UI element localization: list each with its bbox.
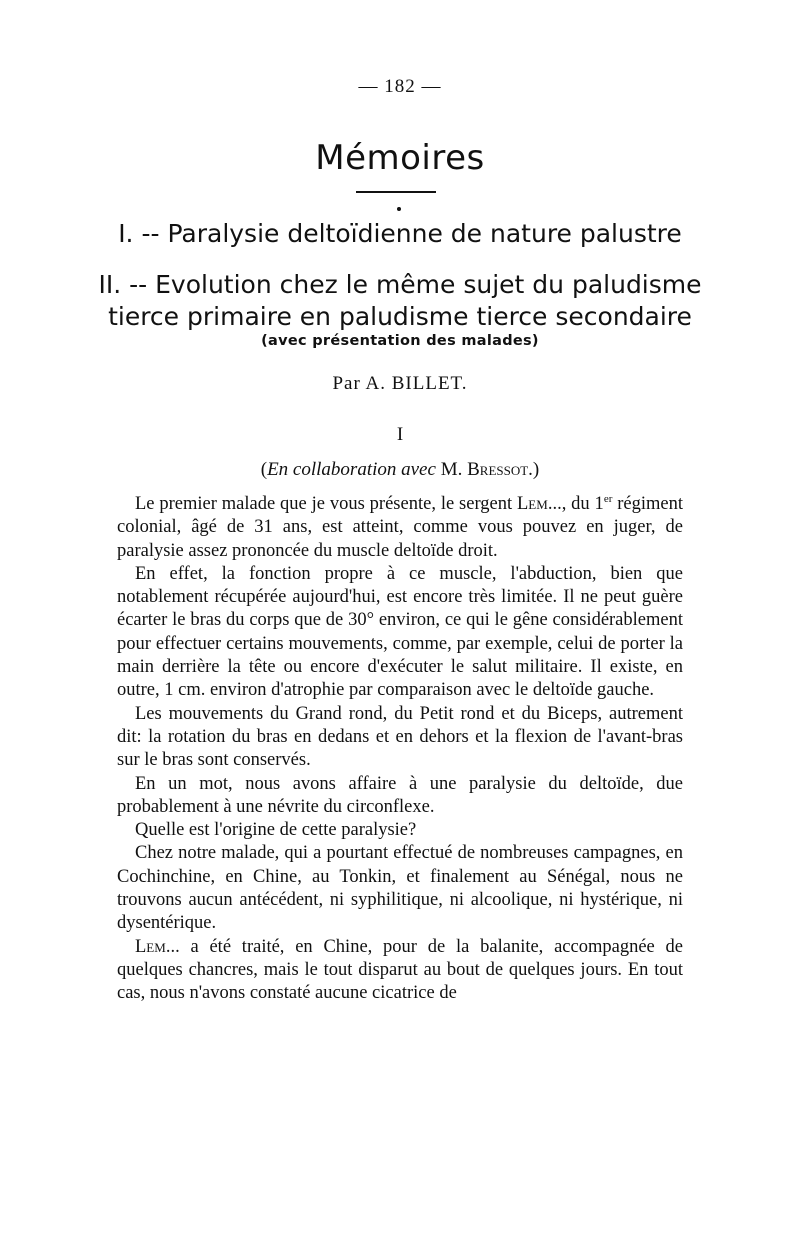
- patient-name: Lem: [517, 494, 548, 514]
- paragraph: Les mouvements du Grand rond, du Petit rond et du Biceps, autrement dit: la rotation du bras en dedans et en dehors et la flexion de l'avant-bras sur le bras sont conservés.: [117, 703, 683, 771]
- heading-note: (avec présentation des malades): [261, 333, 539, 349]
- heading-evolution-line1: II. -- Evolution chez le même sujet du paludisme: [98, 270, 702, 299]
- ornament-dot: [397, 207, 401, 211]
- paragraph-text: ... a été traité, en Chine, pour de la balanite, accompagnée de quelques chancres, mais le tout disparut au bout de quelques jours. En tout cas, nous n'avons constaté aucune cicatrice de: [117, 936, 683, 1004]
- collab-prefix: M.: [435, 459, 468, 480]
- body-text: [117, 493, 683, 1006]
- paragraph-text: Le premier malade que je vous présente, le sergent: [135, 494, 517, 514]
- heading-paralysie: I. -- Paralysie deltoïdienne de nature palustre: [118, 219, 682, 248]
- paragraph: [117, 936, 683, 1006]
- section-title: Mémoires: [315, 138, 485, 178]
- heading-evolution-line2: tierce primaire en paludisme tierce secondaire: [108, 302, 692, 331]
- collab-italic: En collaboration avec: [267, 459, 436, 480]
- ordinal-superscript: er: [603, 492, 613, 505]
- paragraph: [117, 493, 683, 563]
- paragraph-text: régiment colonial, âgé de 31 ans, est atteint, comme vous pouvez en juger, de paralysie assez prononcée du muscle deltoïde droit.: [117, 494, 683, 561]
- collaboration-line: [0, 459, 800, 481]
- title-divider: [356, 191, 436, 193]
- collab-open: (: [260, 459, 268, 480]
- paragraph: En effet, la fonction propre à ce muscle, l'abduction, bien que notablement récupérée aujourd'hui, est encore très limitée. Il ne peut guère écarter le bras du corps que de 30° environ, ce qui le gêne considérablement pour effectuer certains mouvements, comme, par exemple, celui de porter la main derrière la tête ou encore d'exécuter le salut militaire. Il existe, en outre, 1 cm. environ d'atrophie par comparaison avec le deltoïde gauche.: [117, 563, 683, 701]
- page-number: — 182 —: [358, 76, 442, 97]
- patient-name: Lem: [135, 936, 166, 957]
- paragraph-text: ..., du 1: [547, 494, 604, 514]
- collab-name: Bressot: [467, 459, 529, 480]
- collab-close: .): [528, 459, 540, 480]
- paragraph: Quelle est l'origine de cette paralysie?: [135, 820, 417, 841]
- author-byline: Par A. BILLET.: [332, 373, 468, 394]
- paragraph: Chez notre malade, qui a pourtant effectué de nombreuses campagnes, en Cochinchine, en Chine, au Tonkin, et finalement au Sénégal, nous ne trouvons aucun antécédent, ni syphilitique, ni alcoolique, ni hystérique, ni dysentérique.: [117, 843, 683, 934]
- paragraph: En un mot, nous avons affaire à une paralysie du deltoïde, due probablement à une névrite du circonflexe.: [117, 773, 683, 817]
- part-numeral: I: [396, 424, 404, 445]
